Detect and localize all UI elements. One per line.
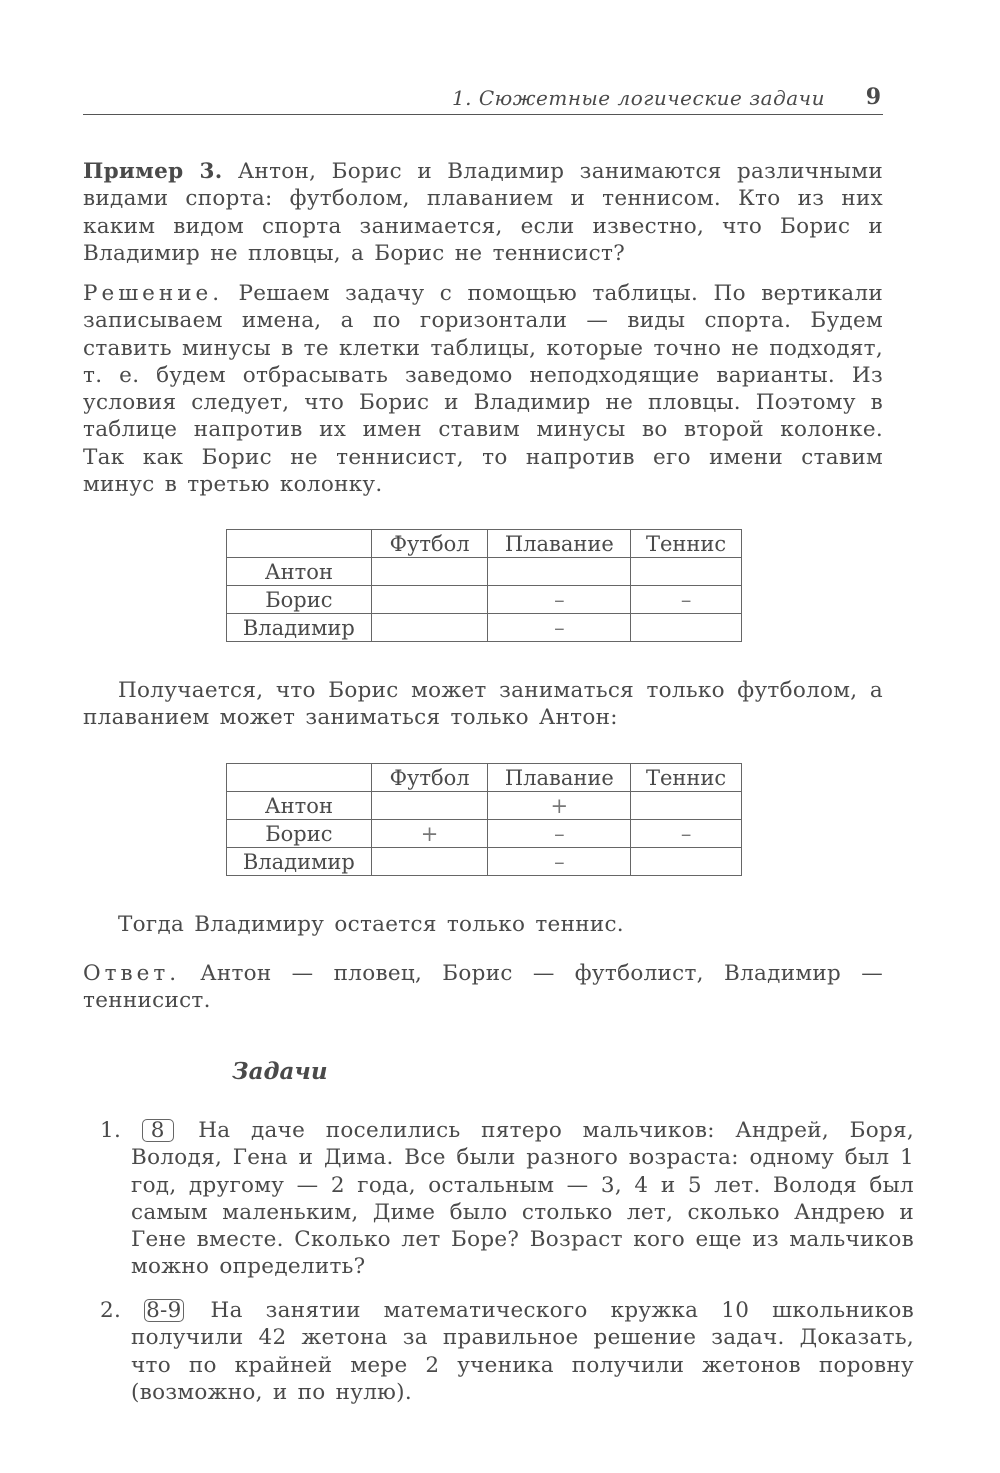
table-row [227, 820, 742, 848]
table-final [226, 763, 742, 876]
table-row [227, 792, 742, 820]
grade-badge: 8-9 [146, 1298, 182, 1323]
table-row [227, 558, 742, 586]
task-item-1 [100, 1117, 914, 1281]
solution-paragraph [83, 280, 883, 498]
table-cell: – [488, 820, 631, 848]
row-name-cell: Владимир [227, 614, 372, 642]
task-text: На даче поселились пятеро мальчиков: Андрей, Боря, Володя, Гена и Дима. Все были разного возраста: одному был 1 год, другому — 2 года, остальным — 3, 4 и 5 лет. Володя был самым маленьким, Диме было столько лет, сколько Андрею и Гене вместе. Сколько лет Боре? Возраст кого еще из мальчиков можно определить? [131, 1118, 915, 1280]
middle-paragraph: Получается, что Борис может заниматься только футболом, а плаванием может заниматься только Антон: [83, 678, 883, 731]
row-name-cell: Антон [227, 792, 372, 820]
grade-badge: 8 [142, 1119, 174, 1142]
table-cell [631, 792, 742, 820]
task-number: 2. [100, 1298, 122, 1323]
table-header-cell [227, 530, 372, 558]
task-text: На занятии математического кружка 10 школьников получили 42 жетона за правильное решение задач. Доказать, что по крайней мере 2 ученика получили жетонов поровну (возможно, и по нулю). [131, 1298, 914, 1405]
example-text: Антон, Борис и Владимир занимаются различными видами спорта: футболом, плаванием и теннисом. Кто из них каким видом спорта занимается, если известно, что Борис и Владимир не пловцы, а Борис не теннисист? [83, 159, 883, 266]
answer-label: Ответ. [83, 961, 181, 986]
table-cell: – [488, 848, 631, 876]
table-row [227, 586, 742, 614]
example-label: Пример 3. [83, 159, 223, 184]
table-header-row [227, 530, 742, 558]
table-cell [371, 848, 488, 876]
table-cell: + [371, 820, 488, 848]
table-header-cell: Плавание [488, 764, 631, 792]
tasks-section-title: Задачи [232, 1058, 328, 1085]
solution-text: Решаем задачу с помощью таблицы. По вертикали записываем имена, а по горизонтали — виды спорта. Будем ставить минусы в те клетки таблицы, которые точно не подходят, т. е. будем отбрасывать заведомо неподходящие варианты. Из условия следует, что Борис и Владимир не пловцы. Поэтому в таблице напротив их имен ставим минусы во второй колонке. Так как Борис не теннисист, то напротив его имени ставим минус в третью колонку. [83, 281, 884, 498]
chapter-title: 1. Сюжетные логические задачи [451, 86, 825, 110]
table-cell [631, 614, 742, 642]
table-header-cell: Теннис [631, 764, 742, 792]
table-row [227, 614, 742, 642]
running-header [83, 84, 883, 115]
table-cell: – [631, 586, 742, 614]
table-cell: – [631, 820, 742, 848]
table-cell [488, 558, 631, 586]
table-cell [631, 558, 742, 586]
row-name-cell: Борис [227, 820, 372, 848]
table-header-cell [227, 764, 372, 792]
task-item-2 [100, 1297, 914, 1406]
conclusion-paragraph: Тогда Владимиру остается только теннис. [118, 912, 624, 937]
table-cell: – [488, 586, 631, 614]
table-cell [371, 586, 488, 614]
table-header-cell: Футбол [371, 764, 488, 792]
task-number: 1. [100, 1118, 122, 1143]
example-paragraph [83, 158, 883, 267]
row-name-cell: Владимир [227, 848, 372, 876]
answer-text: Антон — пловец, Борис — футболист, Владимир — теннисист. [83, 961, 883, 1014]
table-header-cell: Теннис [631, 530, 742, 558]
table-header-row [227, 764, 742, 792]
table-header-cell: Плавание [488, 530, 631, 558]
table-cell: – [488, 614, 631, 642]
table-row [227, 848, 742, 876]
table-initial [226, 529, 742, 642]
page-number: 9 [865, 84, 881, 110]
solution-label: Решение. [83, 281, 224, 306]
table-cell [371, 558, 488, 586]
table-header-cell: Футбол [371, 530, 488, 558]
table-cell [631, 848, 742, 876]
answer-paragraph [83, 960, 883, 1015]
row-name-cell: Борис [227, 586, 372, 614]
table-cell: + [488, 792, 631, 820]
table-cell [371, 792, 488, 820]
table-cell [371, 614, 488, 642]
row-name-cell: Антон [227, 558, 372, 586]
